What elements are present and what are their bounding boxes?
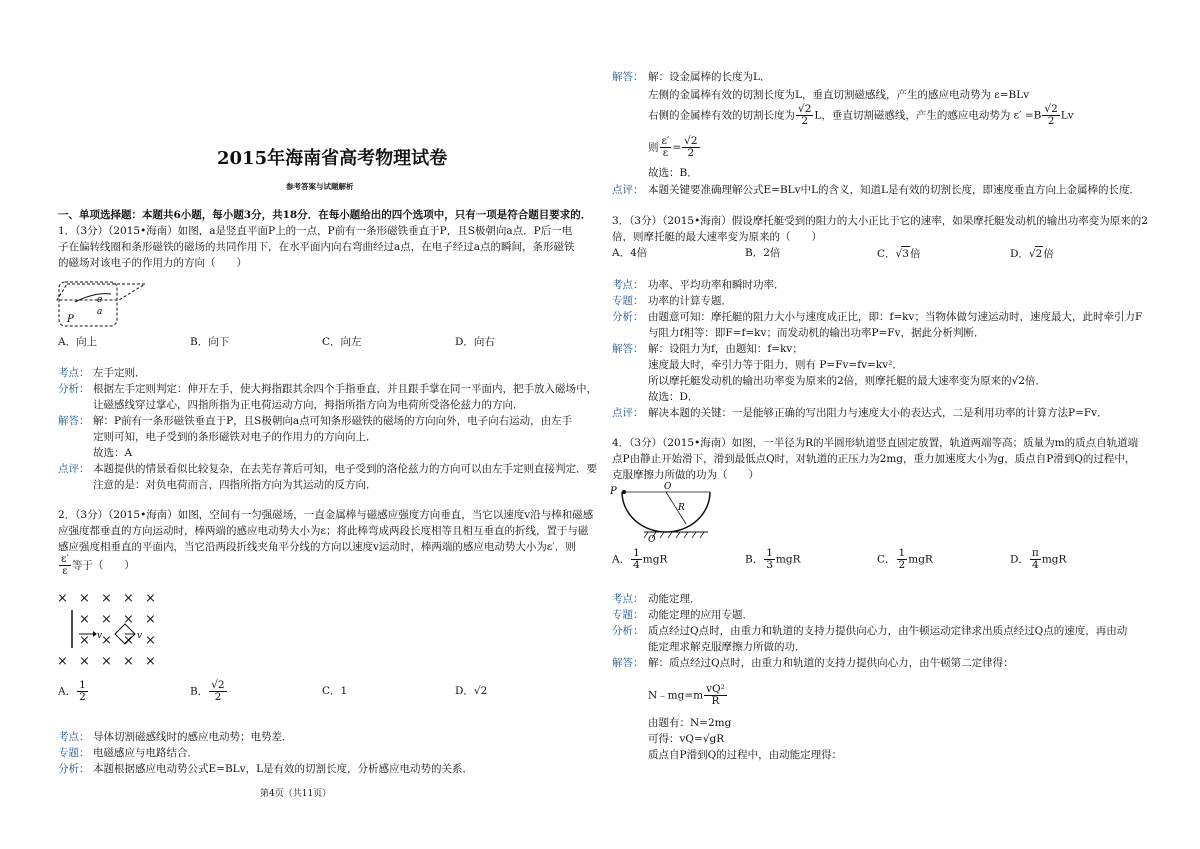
- q2-fig-v-left: v: [97, 631, 103, 641]
- q4-option-d-den: 4: [1032, 559, 1039, 571]
- q2-field-cross: ×: [79, 654, 90, 669]
- q2-jieda-4-den1: ε: [662, 147, 669, 159]
- q2-dianping: 本题关键要准确理解公式E=BLv中L的含义，知道L是有效的切割长度，即速度垂直方向上金属棒的长度．: [648, 184, 1141, 196]
- q2-field-cross: ×: [79, 591, 90, 606]
- q2-jieda-4-num1: ε′: [661, 135, 670, 147]
- q4-option-a-den: 4: [633, 559, 640, 571]
- q1-stem-line: 子在偏转线圈和条形磁铁的磁场的共同作用下，在水平面内向右弯曲经过a点，在电子经过a点的瞬间，条形磁铁: [58, 241, 575, 253]
- q4-equation: [648, 684, 728, 707]
- q4-stem-line: 克服摩擦力所做的功为（ ）: [612, 469, 759, 481]
- q1-kaodian: 左手定则．: [93, 367, 146, 379]
- q2-figure: [55, 590, 165, 670]
- q4-figure: [608, 480, 718, 542]
- q4-option-b: [745, 548, 801, 571]
- label-fenxi: 分析：: [612, 311, 644, 323]
- q1-option-c: C．向左: [322, 336, 362, 348]
- q4-fig-label-q: Q: [648, 535, 656, 542]
- q2-kaodian: 导体切割磁感线时的感应电动势；电势差．: [93, 731, 293, 743]
- q4-fenxi-line: 质点经过Q点时，由重力和轨道的支持力提供向心力，由牛顿运动定律求出质点经过Q点的速度，再由动: [648, 625, 1128, 637]
- q2-field-cross: ×: [145, 591, 156, 606]
- q2-jieda-3b-den: 2: [1047, 115, 1055, 127]
- label-zhuanti: 专题：: [58, 747, 90, 759]
- q2-stem-line: 应强度都垂直的方向运动时，棒两端的感应电动势大小为ε；将此棒弯成两段长度相等且相互垂直的折线，置于与磁: [58, 525, 589, 537]
- q2-field-cross: ×: [101, 591, 112, 606]
- q4-option-b-tail: mgR: [775, 553, 801, 566]
- q2-jieda-3-den: 2: [801, 115, 809, 127]
- label-jieda: 解答：: [612, 343, 644, 355]
- label-fenxi: 分析：: [58, 383, 90, 395]
- q4-option-d: [1010, 548, 1066, 571]
- q2-field-cross: ×: [123, 612, 134, 627]
- q2-field-cross: ×: [79, 633, 90, 648]
- q3-jieda-line: 速度最大时，牵引力等于阻力，则有 P=Fv=fv=kv²．: [648, 359, 903, 371]
- q2-fenxi: 本题根据感应电动势公式E=BLv，L是有效的切割长度，分析感应电动势的关系．: [93, 763, 474, 775]
- q3-zhuanti: 功率的计算专题．: [648, 295, 732, 307]
- label-fenxi: 分析：: [612, 625, 644, 637]
- q1-figure: [55, 278, 150, 330]
- q2-option-a-prefix: A．: [58, 685, 77, 698]
- q4-option-a-num: 1: [633, 547, 640, 559]
- q2-option-b-prefix: B．: [190, 685, 209, 698]
- q3-option-c-prefix: C．: [877, 248, 896, 260]
- q4-option-c: [877, 548, 933, 571]
- q2-field-cross: ×: [57, 654, 68, 669]
- q4-stem-line: 点P由静止开始滑下，滑到最低点Q时，对轨道的正压力为2mg，重力加速度大小为g，质点自P滑到Q的过程中，: [612, 453, 1136, 465]
- q4-jieda-4: 质点自P滑到Q的过程中，由动能定理得：: [648, 749, 843, 761]
- q3-stem-line: 3．（3分）（2015•海南）假设摩托艇受到的阻力的大小正比于它的速率，如果摩托艇发动机的输出功率变为原来的2: [612, 215, 1148, 227]
- q4-eq-den: R: [711, 695, 720, 707]
- q2-ratio: [58, 554, 135, 577]
- q2-field-cross: ×: [101, 633, 112, 648]
- q4-option-b-prefix: B．: [745, 553, 764, 566]
- q2-jieda-4-den2: 2: [687, 147, 695, 159]
- label-jieda: 解答：: [612, 71, 644, 83]
- q2-jieda-4-num2: √2: [684, 135, 698, 147]
- q3-option-c-post: 倍: [909, 248, 921, 260]
- q4-option-a-tail: mgR: [642, 553, 668, 566]
- q4-option-c-den: 2: [898, 559, 906, 571]
- q2-jieda-3a: 右侧的金属棒有效的切割长度为: [648, 109, 795, 122]
- label-fenxi: 分析：: [58, 763, 90, 775]
- q2-jieda-5: 故选：B．: [648, 167, 698, 179]
- q2-field-cross: ×: [79, 612, 90, 627]
- label-dianping: 点评：: [58, 463, 90, 475]
- q1-stem-line: 1．（3分）（2015•海南）如图，a是竖直平面P上的一点，P前有一条形磁铁垂直于P，且S极朝向a点．P后一电: [58, 225, 573, 237]
- q2-option-a-den: 2: [79, 691, 86, 703]
- q2-jieda-1: 解：设金属棒的长度为L．: [648, 71, 771, 83]
- q3-option-d: D．√2倍: [1010, 248, 1054, 260]
- q4-stem-line: 4．（3分）（2015•海南）如图，一半径为R的半圆形轨道竖直固定放置，轨道两端等高；质量为m的质点自轨道端: [612, 437, 1139, 449]
- q3-kaodian: 功率、平均功率和瞬时功率．: [648, 279, 785, 291]
- q1-option-d: D．向右: [455, 336, 495, 348]
- label-dianping: 点评：: [612, 184, 644, 196]
- q2-option-a: [58, 680, 89, 703]
- q2-option-a-num: 1: [79, 679, 86, 691]
- q4-zhuanti: 动能定理的应用专题．: [648, 609, 753, 621]
- q1-fenxi-line: 让磁感线穿过掌心，四指所指为正电荷运动方向，拇指所指方向为电荷所受洛伦兹力的方向．: [93, 399, 524, 411]
- q4-option-c-tail: mgR: [908, 553, 933, 566]
- q2-jieda-3c: Lv: [1060, 109, 1074, 122]
- q1-jieda-line: 定则可知，电子受到的条形磁铁对电子的作用力的方向向上．: [93, 431, 377, 443]
- q2-field-cross: ×: [145, 633, 156, 648]
- q2-option-c: C．1: [322, 685, 348, 697]
- q4-option-b-num: 1: [766, 547, 773, 559]
- q2-jieda-3b: L，垂直切割磁感线，产生的感应电动势为 ε′ =B: [814, 109, 1042, 122]
- label-dianping: 点评：: [612, 407, 644, 419]
- q2-field-cross: ×: [145, 612, 156, 627]
- q4-eq-left: N﹣mg=m: [648, 689, 704, 702]
- q2-option-b-den: 2: [214, 691, 222, 703]
- q2-field-cross: ×: [123, 591, 134, 606]
- q2-zhuanti: 电磁感应与电路结合．: [93, 747, 198, 759]
- q3-jieda-line: 所以摩托艇发动机的输出功率变为原来的2倍，则摩托艇的最大速率变为原来的√2倍．: [648, 375, 1047, 387]
- q2-jieda-4-prefix: 则: [648, 141, 659, 154]
- q2-ratio-num: ε′: [61, 553, 69, 565]
- page-title: 2015年海南省高考物理试卷: [217, 148, 448, 169]
- q1-stem-line: 的磁场对该电子的作用力的方向（ ）: [58, 257, 247, 269]
- q1-fig-label-a: a: [97, 307, 103, 317]
- q2-jieda-3b-num: √2: [1044, 103, 1058, 115]
- q3-option-b: B．2倍: [745, 247, 781, 259]
- q4-kaodian: 动能定理．: [648, 593, 701, 605]
- q2-field-cross: ×: [145, 654, 156, 669]
- q1-option-b: B．向下: [190, 336, 230, 348]
- q2-field-cross: ×: [57, 591, 68, 606]
- q4-fig-label-o: O: [664, 482, 672, 492]
- label-kaodian: 考点：: [58, 731, 90, 743]
- q2-option-d: [455, 684, 487, 698]
- q1-dianping-line: 本题提供的情景看似比较复杂，在去芜存菁后可知，电子受到的洛伦兹力的方向可以由左手定则直接判定．要: [93, 463, 597, 475]
- page-footer: 第4页（共11页）: [260, 789, 332, 799]
- q2-jieda-4: 则 $\frac{\varepsilon'}{\varepsilon}$ = $\frac{√2}{2}$: [648, 135, 698, 159]
- q2-option-d-prefix: D．: [455, 685, 474, 697]
- q3-fenxi-line: 由题意可知：摩托艇的阻力大小与速度成正比，即：f=kv；当物体做匀速运动时，速度最大，此时牵引力F: [648, 311, 1143, 323]
- label-jieda: 解答：: [612, 657, 644, 669]
- q2-stem-line: 感应强度相垂直的平面内，当它沿两段折线夹角平分线的方向以速度v运动时，棒两端的感应电动势大小为ε′．则: [58, 541, 576, 553]
- q4-option-c-num: 1: [898, 547, 906, 559]
- q4-fig-label-r: R: [678, 503, 685, 513]
- label-kaodian: 考点：: [612, 593, 644, 605]
- q2-field-cross: ×: [101, 654, 112, 669]
- q2-stem-line: 2．（3分）（2015•海南）如图，空间有一匀强磁场，一直金属棒与磁感应强度方向垂直，当它以速度v沿与棒和磁感: [58, 509, 594, 521]
- q1-fig-label-e: e: [97, 295, 103, 305]
- q4-option-d-tail: mgR: [1041, 553, 1067, 566]
- q3-dianping: 解决本题的关键：一是能够正确的写出阻力与速度大小的表达式，二是利用功率的计算方法P=Fv．: [648, 407, 1108, 419]
- q3-option-c: C．√3倍: [877, 248, 921, 260]
- q3-fenxi-line: 与阻力f相等：即F=f=kv；而发动机的输出功率P=Fv，据此分析判断．: [648, 327, 985, 339]
- label-jieda: 解答：: [58, 415, 90, 427]
- q4-eq-num: vQ²: [706, 683, 725, 695]
- q4-option-c-prefix: C．: [877, 553, 896, 566]
- q4-fig-label-p: P: [610, 486, 617, 497]
- q4-option-a-prefix: A．: [612, 553, 631, 566]
- q4-option-a: [612, 548, 667, 571]
- q3-stem-line: 倍，则摩托艇的最大速率变为原来的（ ）: [612, 231, 822, 243]
- q4-jieda-2: 由题有：N=2mg: [648, 717, 732, 729]
- q2-field-cross: ×: [101, 612, 112, 627]
- q3-option-d-rad: 2: [1035, 248, 1043, 260]
- q3-option-d-post: 倍: [1043, 248, 1054, 260]
- q2-fig-v-right: v: [137, 631, 143, 641]
- q2-jieda-3-num: √2: [798, 103, 812, 115]
- q1-fig-label-p: P: [67, 314, 74, 325]
- q3-option-d-prefix: D．: [1010, 248, 1029, 260]
- q2-field-cross: ×: [123, 633, 134, 648]
- q2-option-d-value: √2: [473, 685, 488, 697]
- q3-jieda-line: 解：设阻力为f，由题知：f=kv；: [648, 343, 803, 355]
- q4-jieda-3: 可得：vQ=√gR: [648, 733, 725, 745]
- q1-jieda-line: 故选：A: [93, 447, 133, 459]
- q3-jieda-line: 故选：D．: [648, 391, 699, 403]
- label-zhuanti: 专题：: [612, 295, 644, 307]
- section-heading: 一、单项选择题：本题共6小题，每小题3分，共18分．在每小题给出的四个选项中，只有一项是符合题目要求的．: [58, 209, 592, 221]
- q3-option-c-rad: 3: [902, 248, 909, 260]
- q4-option-d-num: π: [1031, 547, 1039, 559]
- q2-ratio-tail: 等于（ ）: [71, 559, 135, 572]
- q4-jieda-1: 解：质点经过Q点时，由重力和轨道的支持力提供向心力，由牛顿第二定律得：: [648, 657, 1014, 669]
- q1-dianping-line: 注意的是：对负电荷而言，四指所指方向为其运动的反方向．: [93, 479, 377, 491]
- q2-jieda-2: 左侧的金属棒有效的切割长度为L，垂直切割磁感线，产生的感应电动势为 ε=BLv: [648, 89, 1030, 101]
- label-kaodian: 考点：: [58, 367, 90, 379]
- q1-fenxi-line: 根据左手定则判定：伸开左手，使大拇指跟其余四个手指垂直，并且跟手掌在同一平面内，把手放入磁场中，: [93, 383, 597, 395]
- q1-jieda-line: 解：P前有一条形磁铁垂直于P，且S极朝向a点可知条形磁铁的磁场的方向向外，电子向右运动，由左手: [93, 415, 573, 427]
- page-subtitle: 参考答案与试题解析: [286, 182, 354, 191]
- q1-option-a: A．向上: [58, 336, 98, 348]
- q2-ratio-den: ε: [62, 565, 68, 577]
- q2-field-cross: ×: [123, 654, 134, 669]
- q4-option-d-prefix: D．: [1010, 553, 1029, 566]
- q2-jieda-3: [648, 104, 1074, 127]
- q4-option-b-den: 3: [766, 559, 773, 571]
- q4-fenxi-line: 能定理求解克服摩擦力所做的功．: [648, 641, 806, 653]
- q3-option-a: A．4倍: [612, 247, 648, 259]
- q2-option-b: [190, 680, 228, 703]
- label-zhuanti: 专题：: [612, 609, 644, 621]
- label-kaodian: 考点：: [612, 279, 644, 291]
- q2-option-b-num: √2: [211, 679, 225, 691]
